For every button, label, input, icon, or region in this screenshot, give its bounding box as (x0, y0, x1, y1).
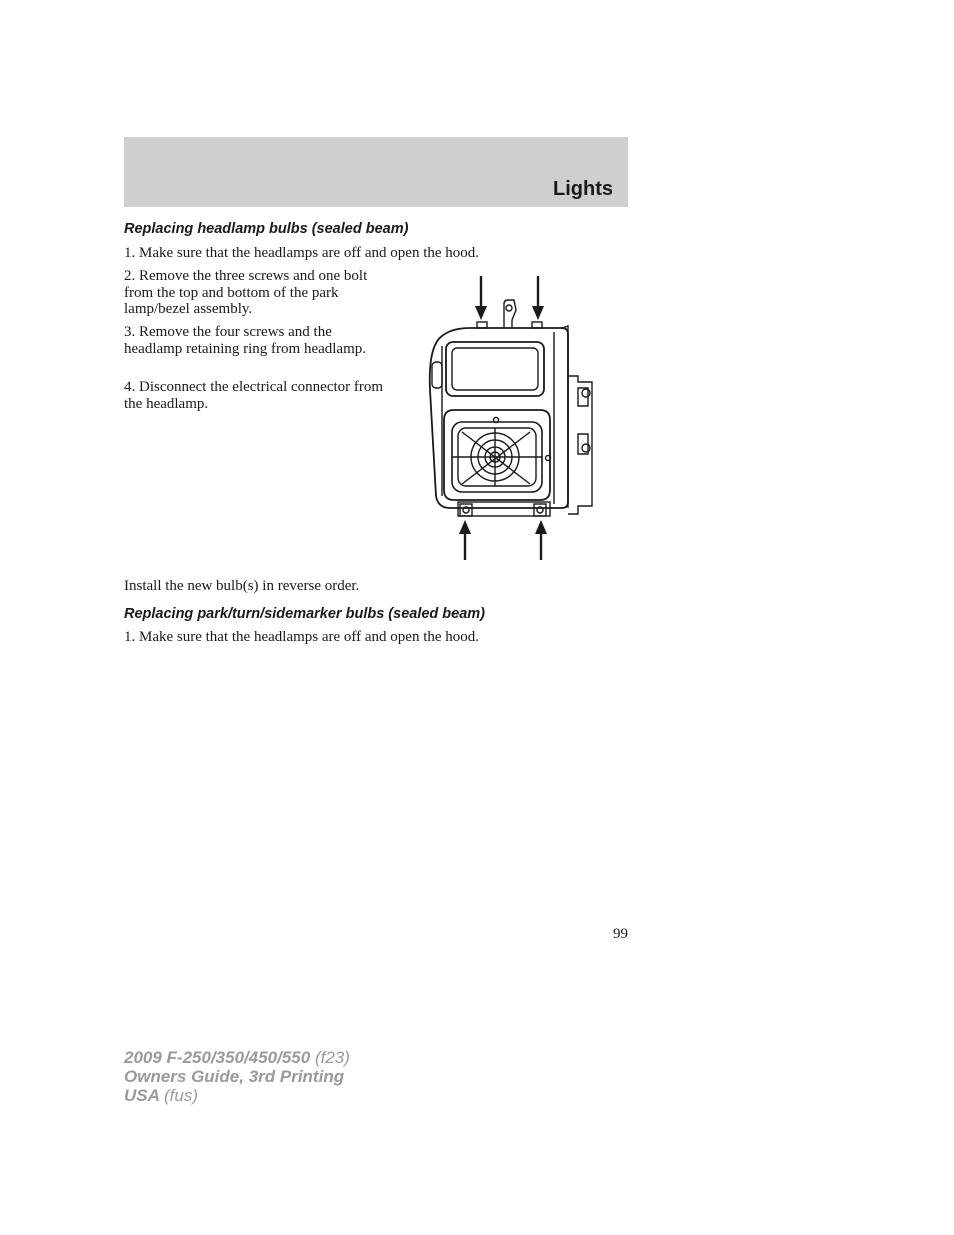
screw-location-arrow-top-right (532, 276, 544, 320)
section-header-band (124, 137, 628, 207)
footer-market: USA (124, 1086, 160, 1105)
screw-location-arrow-bottom-right (535, 520, 547, 560)
footer-market-line (124, 1086, 350, 1105)
footer-model-code: (f23) (314, 1048, 350, 1067)
screw-location-arrow-bottom-left (459, 520, 471, 560)
document-footer (124, 1048, 350, 1105)
footer-model-line (124, 1048, 350, 1067)
reinstall-instruction: Install the new bulb(s) in reverse order. (124, 578, 360, 594)
park-turn-heading: Replacing park/turn/sidemarker bulbs (sealed beam) (124, 606, 486, 622)
screw-location-arrow-top-left (475, 276, 487, 320)
headlamp-assembly-illustration (420, 270, 605, 565)
headlamp-step-4: 4. Disconnect the electrical connector from the headlamp. (124, 379, 384, 412)
page-number: 99 (613, 926, 628, 942)
headlamp-step-1: 1. Make sure that the headlamps are off and open the hood. (124, 245, 480, 261)
headlamp-heading: Replacing headlamp bulbs (sealed beam) (124, 221, 409, 237)
headlamp-step-2: 2. Remove the three screws and one bolt from the top and bottom of the park lamp/bezel assembly. (124, 268, 368, 317)
footer-model: 2009 F-250/350/450/550 (124, 1048, 311, 1067)
park-turn-step-1: 1. Make sure that the headlamps are off and open the hood. (124, 629, 480, 645)
section-title: Lights (553, 178, 613, 200)
footer-market-code: (fus) (164, 1086, 198, 1105)
footer-edition: Owners Guide, 3rd Printing (124, 1067, 345, 1086)
headlamp-step-3: 3. Remove the four screws and the headlamp retaining ring from headlamp. (124, 324, 366, 357)
